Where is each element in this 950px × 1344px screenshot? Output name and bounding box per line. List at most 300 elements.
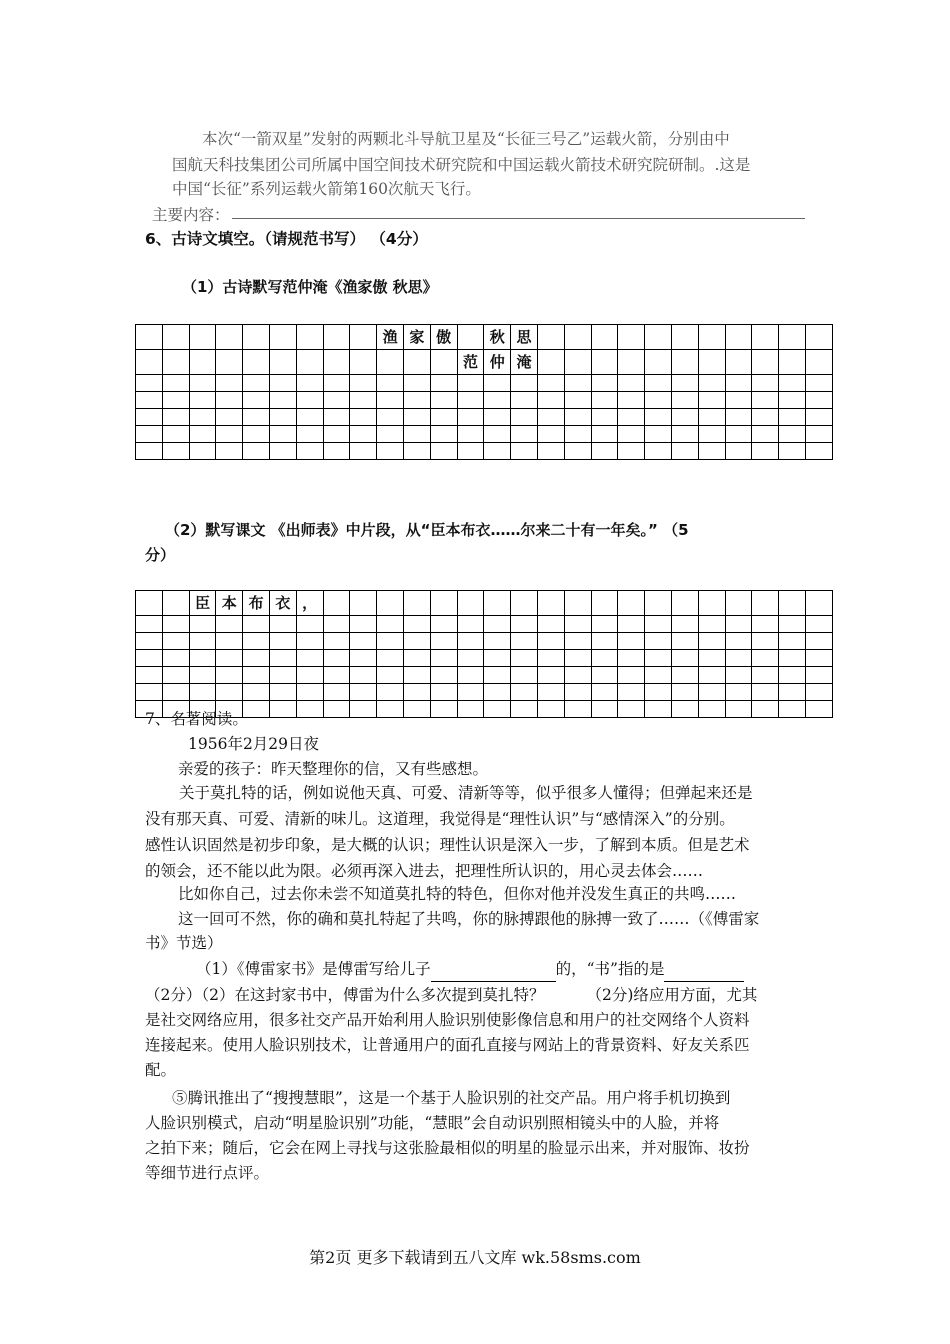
grid-cell[interactable]	[805, 591, 832, 616]
grid-cell[interactable]	[350, 350, 377, 375]
grid-cell[interactable]: 臣	[189, 591, 216, 616]
grid-cell[interactable]	[779, 667, 806, 684]
grid-cell[interactable]	[243, 392, 270, 409]
grid-cell[interactable]	[805, 350, 832, 375]
grid-cell[interactable]	[243, 409, 270, 426]
grid-cell[interactable]	[243, 350, 270, 375]
grid-cell[interactable]	[457, 392, 484, 409]
grid-cell[interactable]	[189, 375, 216, 392]
grid-cell[interactable]	[618, 375, 645, 392]
grid-cell[interactable]	[457, 409, 484, 426]
grid-cell[interactable]	[564, 667, 591, 684]
grid-cell[interactable]	[671, 633, 698, 650]
grid-cell[interactable]	[403, 616, 430, 633]
grid-cell[interactable]	[645, 350, 672, 375]
grid-cell[interactable]	[403, 633, 430, 650]
grid-cell[interactable]	[216, 350, 243, 375]
grid-cell[interactable]	[671, 350, 698, 375]
grid-cell[interactable]	[511, 616, 538, 633]
grid-cell[interactable]: 仲	[484, 350, 511, 375]
grid-cell[interactable]	[698, 443, 725, 460]
grid-cell[interactable]	[591, 350, 618, 375]
grid-cell[interactable]	[457, 633, 484, 650]
grid-cell[interactable]	[645, 667, 672, 684]
grid-cell[interactable]	[189, 650, 216, 667]
grid-cell[interactable]	[779, 375, 806, 392]
grid-cell[interactable]	[618, 616, 645, 633]
grid-cell[interactable]	[698, 633, 725, 650]
grid-cell[interactable]	[216, 633, 243, 650]
grid-cell[interactable]	[591, 409, 618, 426]
grid-cell[interactable]	[698, 350, 725, 375]
grid-cell[interactable]	[162, 633, 189, 650]
grid-cell[interactable]	[537, 667, 564, 684]
grid-cell[interactable]	[511, 426, 538, 443]
grid-cell[interactable]	[350, 667, 377, 684]
grid-cell[interactable]	[484, 633, 511, 650]
grid-cell[interactable]	[377, 650, 404, 667]
grid-cell[interactable]	[296, 392, 323, 409]
grid-cell[interactable]	[645, 325, 672, 350]
grid-cell[interactable]	[323, 650, 350, 667]
grid-cell[interactable]	[698, 616, 725, 633]
grid-cell[interactable]	[511, 684, 538, 701]
grid-cell[interactable]	[189, 409, 216, 426]
grid-cell[interactable]	[511, 443, 538, 460]
grid-cell[interactable]	[162, 350, 189, 375]
grid-cell[interactable]	[537, 633, 564, 650]
grid-cell[interactable]	[136, 443, 163, 460]
grid-cell[interactable]	[537, 650, 564, 667]
grid-cell[interactable]	[403, 426, 430, 443]
grid-cell[interactable]	[591, 616, 618, 633]
grid-cell[interactable]	[350, 325, 377, 350]
grid-cell[interactable]	[805, 325, 832, 350]
grid-cell[interactable]	[805, 616, 832, 633]
grid-cell[interactable]	[484, 409, 511, 426]
grid-cell[interactable]	[457, 684, 484, 701]
grid-cell[interactable]	[350, 443, 377, 460]
grid-cell[interactable]	[430, 616, 457, 633]
grid-cell[interactable]	[591, 325, 618, 350]
grid-cell[interactable]	[618, 650, 645, 667]
grid-cell[interactable]	[671, 375, 698, 392]
grid-cell[interactable]	[350, 650, 377, 667]
grid-cell[interactable]	[323, 443, 350, 460]
grid-cell[interactable]	[403, 667, 430, 684]
grid-cell[interactable]	[269, 350, 296, 375]
grid-cell[interactable]	[323, 325, 350, 350]
grid-cell[interactable]	[136, 426, 163, 443]
grid-cell[interactable]	[136, 591, 163, 616]
grid-cell[interactable]	[752, 443, 779, 460]
grid-cell[interactable]	[618, 350, 645, 375]
grid-cell[interactable]	[162, 684, 189, 701]
grid-cell[interactable]	[511, 591, 538, 616]
grid-cell[interactable]	[591, 667, 618, 684]
grid-cell[interactable]	[136, 409, 163, 426]
grid-cell[interactable]	[698, 591, 725, 616]
grid-cell[interactable]	[484, 650, 511, 667]
grid-cell[interactable]	[403, 375, 430, 392]
grid-cell[interactable]	[296, 443, 323, 460]
grid-cell[interactable]	[752, 350, 779, 375]
grid-cell[interactable]	[537, 392, 564, 409]
grid-cell[interactable]	[377, 443, 404, 460]
grid-cell[interactable]	[216, 443, 243, 460]
grid-cell[interactable]	[671, 443, 698, 460]
grid-cell[interactable]	[323, 350, 350, 375]
grid-cell[interactable]	[618, 392, 645, 409]
grid-cell[interactable]	[779, 684, 806, 701]
grid-cell[interactable]	[752, 650, 779, 667]
grid-cell[interactable]	[457, 591, 484, 616]
grid-cell[interactable]	[805, 633, 832, 650]
grid-cell[interactable]	[645, 591, 672, 616]
grid-cell[interactable]	[296, 426, 323, 443]
grid-cell[interactable]	[216, 409, 243, 426]
grid-cell[interactable]	[752, 426, 779, 443]
grid-cell[interactable]: 本	[216, 591, 243, 616]
grid-cell[interactable]	[698, 375, 725, 392]
grid-cell[interactable]	[645, 392, 672, 409]
grid-cell[interactable]	[725, 633, 752, 650]
grid-cell[interactable]	[216, 616, 243, 633]
grid-cell[interactable]	[243, 667, 270, 684]
grid-cell[interactable]	[350, 591, 377, 616]
grid-cell[interactable]: 衣	[269, 591, 296, 616]
grid-cell[interactable]	[323, 409, 350, 426]
grid-cell[interactable]	[805, 684, 832, 701]
grid-cell[interactable]	[779, 616, 806, 633]
grid-cell[interactable]	[323, 426, 350, 443]
grid-cell[interactable]	[136, 684, 163, 701]
grid-cell[interactable]	[805, 443, 832, 460]
grid-cell[interactable]	[698, 426, 725, 443]
grid-cell[interactable]	[698, 409, 725, 426]
grid-cell[interactable]	[269, 426, 296, 443]
grid-cell[interactable]	[484, 667, 511, 684]
grid-cell[interactable]	[323, 375, 350, 392]
grid-cell[interactable]	[725, 409, 752, 426]
grid-cell[interactable]	[564, 684, 591, 701]
grid-cell[interactable]	[296, 650, 323, 667]
grid-cell[interactable]	[296, 375, 323, 392]
grid-cell[interactable]	[136, 650, 163, 667]
grid-cell[interactable]	[136, 667, 163, 684]
grid-cell[interactable]	[484, 426, 511, 443]
grid-cell[interactable]	[269, 409, 296, 426]
grid-cell[interactable]	[725, 650, 752, 667]
grid-cell[interactable]	[323, 684, 350, 701]
grid-cell[interactable]	[698, 392, 725, 409]
grid-cell[interactable]	[511, 392, 538, 409]
grid-cell[interactable]	[216, 667, 243, 684]
grid-cell[interactable]	[752, 616, 779, 633]
grid-cell[interactable]	[162, 426, 189, 443]
grid-cell[interactable]	[377, 409, 404, 426]
grid-cell[interactable]	[403, 350, 430, 375]
grid-cell[interactable]	[430, 350, 457, 375]
grid-cell[interactable]	[136, 375, 163, 392]
grid-cell[interactable]	[671, 392, 698, 409]
grid-cell[interactable]	[430, 684, 457, 701]
grid-cell[interactable]	[350, 426, 377, 443]
grid-cell[interactable]	[805, 667, 832, 684]
grid-cell[interactable]	[377, 684, 404, 701]
grid-cell[interactable]	[430, 443, 457, 460]
grid-cell[interactable]	[403, 409, 430, 426]
grid-cell[interactable]: 布	[243, 591, 270, 616]
grid-cell[interactable]	[243, 616, 270, 633]
grid-cell[interactable]	[269, 684, 296, 701]
grid-cell[interactable]	[269, 616, 296, 633]
q7-q1-blank-meaning[interactable]	[664, 963, 744, 982]
grid-cell[interactable]	[591, 633, 618, 650]
grid-cell[interactable]	[350, 375, 377, 392]
grid-cell[interactable]	[752, 409, 779, 426]
grid-cell[interactable]	[430, 392, 457, 409]
grid-cell[interactable]	[243, 375, 270, 392]
grid-cell[interactable]	[725, 443, 752, 460]
grid-cell[interactable]	[484, 375, 511, 392]
grid-cell[interactable]	[779, 426, 806, 443]
grid-cell[interactable]	[671, 650, 698, 667]
grid-cell[interactable]	[162, 667, 189, 684]
grid-cell[interactable]	[645, 409, 672, 426]
grid-cell[interactable]	[269, 392, 296, 409]
grid-cell[interactable]	[618, 443, 645, 460]
grid-cell[interactable]	[377, 375, 404, 392]
grid-cell[interactable]	[537, 616, 564, 633]
grid-cell[interactable]	[430, 409, 457, 426]
grid-cell[interactable]	[511, 409, 538, 426]
grid-cell[interactable]	[162, 616, 189, 633]
grid-cell[interactable]	[645, 633, 672, 650]
grid-cell[interactable]: 秋	[484, 325, 511, 350]
grid-cell[interactable]: 范	[457, 350, 484, 375]
grid-cell[interactable]	[537, 443, 564, 460]
grid-cell[interactable]	[618, 667, 645, 684]
grid-cell[interactable]	[243, 325, 270, 350]
grid-cell[interactable]	[591, 684, 618, 701]
grid-cell[interactable]	[457, 426, 484, 443]
grid-cell[interactable]	[323, 392, 350, 409]
grid-cell[interactable]	[243, 650, 270, 667]
grid-cell[interactable]	[671, 684, 698, 701]
grid-cell[interactable]	[752, 633, 779, 650]
grid-cell[interactable]	[189, 616, 216, 633]
grid-cell[interactable]	[216, 426, 243, 443]
grid-cell[interactable]	[189, 426, 216, 443]
grid-cell[interactable]	[216, 375, 243, 392]
grid-cell[interactable]	[752, 375, 779, 392]
grid-cell[interactable]	[564, 350, 591, 375]
grid-cell[interactable]	[805, 650, 832, 667]
grid-cell[interactable]	[430, 633, 457, 650]
grid-cell[interactable]	[805, 409, 832, 426]
grid-cell[interactable]	[698, 684, 725, 701]
grid-cell[interactable]	[243, 633, 270, 650]
grid-cell[interactable]	[457, 650, 484, 667]
grid-cell[interactable]	[296, 633, 323, 650]
grid-cell[interactable]	[752, 667, 779, 684]
grid-cell[interactable]: 傲	[430, 325, 457, 350]
grid-cell[interactable]	[591, 375, 618, 392]
grid-cell[interactable]	[269, 375, 296, 392]
grid-cell[interactable]	[189, 667, 216, 684]
grid-cell[interactable]	[136, 633, 163, 650]
grid-cell[interactable]	[779, 591, 806, 616]
grid-cell[interactable]	[564, 591, 591, 616]
grid-cell[interactable]	[725, 392, 752, 409]
grid-cell[interactable]	[671, 426, 698, 443]
grid-cell[interactable]	[779, 325, 806, 350]
grid-cell[interactable]	[591, 591, 618, 616]
grid-cell[interactable]	[537, 350, 564, 375]
grid-cell[interactable]	[162, 409, 189, 426]
grid-cell[interactable]	[752, 591, 779, 616]
grid-cell[interactable]	[671, 591, 698, 616]
grid-cell[interactable]: ，	[296, 591, 323, 616]
grid-cell[interactable]	[564, 409, 591, 426]
grid-cell[interactable]	[564, 650, 591, 667]
grid-cell[interactable]	[618, 591, 645, 616]
grid-cell[interactable]	[698, 325, 725, 350]
grid-cell[interactable]	[805, 426, 832, 443]
grid-cell[interactable]	[457, 375, 484, 392]
grid-cell[interactable]	[162, 591, 189, 616]
grid-cell[interactable]	[752, 325, 779, 350]
grid-cell[interactable]	[216, 650, 243, 667]
grid-cell[interactable]	[430, 426, 457, 443]
grid-cell[interactable]	[189, 325, 216, 350]
grid-cell[interactable]	[136, 392, 163, 409]
grid-cell[interactable]	[162, 375, 189, 392]
grid-cell[interactable]	[296, 667, 323, 684]
grid-cell[interactable]	[779, 443, 806, 460]
grid-cell[interactable]	[671, 616, 698, 633]
grid-cell[interactable]	[457, 443, 484, 460]
grid-cell[interactable]	[189, 392, 216, 409]
grid-cell[interactable]	[430, 591, 457, 616]
grid-cell[interactable]	[645, 616, 672, 633]
grid-cell[interactable]	[269, 443, 296, 460]
grid-cell[interactable]	[537, 426, 564, 443]
grid-cell[interactable]	[457, 667, 484, 684]
grid-cell[interactable]	[377, 667, 404, 684]
grid-cell[interactable]	[377, 392, 404, 409]
grid-cell[interactable]	[725, 350, 752, 375]
grid-cell[interactable]	[564, 375, 591, 392]
grid-cell[interactable]	[269, 325, 296, 350]
grid-cell[interactable]	[350, 616, 377, 633]
grid-cell[interactable]	[136, 616, 163, 633]
grid-cell[interactable]	[350, 392, 377, 409]
grid-cell[interactable]	[430, 650, 457, 667]
grid-cell[interactable]	[162, 325, 189, 350]
grid-cell[interactable]	[805, 392, 832, 409]
grid-cell[interactable]	[779, 392, 806, 409]
grid-cell[interactable]	[591, 443, 618, 460]
grid-cell[interactable]	[350, 633, 377, 650]
grid-cell[interactable]	[618, 325, 645, 350]
grid-cell[interactable]	[511, 667, 538, 684]
grid-cell[interactable]	[725, 426, 752, 443]
grid-cell[interactable]	[216, 325, 243, 350]
grid-cell[interactable]	[779, 350, 806, 375]
grid-cell[interactable]	[698, 667, 725, 684]
grid-cell[interactable]	[162, 443, 189, 460]
grid-cell[interactable]	[671, 667, 698, 684]
grid-cell[interactable]	[618, 684, 645, 701]
grid-cell[interactable]	[725, 375, 752, 392]
grid-cell[interactable]	[779, 650, 806, 667]
grid-cell[interactable]	[243, 443, 270, 460]
grid-cell[interactable]	[350, 409, 377, 426]
grid-cell[interactable]	[323, 633, 350, 650]
grid-cell[interactable]	[403, 392, 430, 409]
grid-cell[interactable]	[511, 650, 538, 667]
grid-cell[interactable]	[457, 325, 484, 350]
grid-cell[interactable]	[403, 684, 430, 701]
grid-cell[interactable]	[430, 375, 457, 392]
grid-cell[interactable]	[618, 426, 645, 443]
grid-cell[interactable]	[296, 350, 323, 375]
grid-cell[interactable]	[296, 325, 323, 350]
grid-cell[interactable]	[243, 684, 270, 701]
grid-cell[interactable]	[645, 650, 672, 667]
grid-cell[interactable]	[323, 591, 350, 616]
grid-cell[interactable]	[377, 616, 404, 633]
grid-cell[interactable]	[484, 443, 511, 460]
grid-cell[interactable]	[537, 325, 564, 350]
grid-cell[interactable]	[484, 616, 511, 633]
grid-cell[interactable]	[189, 350, 216, 375]
grid-cell[interactable]	[725, 591, 752, 616]
grid-cell[interactable]	[645, 443, 672, 460]
grid-cell[interactable]	[189, 633, 216, 650]
poem-writing-grid[interactable]	[135, 324, 833, 460]
grid-cell[interactable]	[752, 684, 779, 701]
grid-cell[interactable]	[484, 684, 511, 701]
grid-cell[interactable]	[537, 409, 564, 426]
grid-cell[interactable]	[511, 633, 538, 650]
grid-cell[interactable]	[377, 633, 404, 650]
grid-cell[interactable]	[269, 633, 296, 650]
grid-cell[interactable]	[805, 375, 832, 392]
grid-cell[interactable]	[457, 616, 484, 633]
grid-cell[interactable]	[243, 426, 270, 443]
grid-cell[interactable]	[269, 650, 296, 667]
grid-cell[interactable]	[484, 591, 511, 616]
grid-cell[interactable]: 渔	[377, 325, 404, 350]
grid-cell[interactable]	[645, 684, 672, 701]
grid-cell[interactable]	[136, 350, 163, 375]
grid-cell[interactable]	[537, 591, 564, 616]
grid-cell[interactable]	[671, 409, 698, 426]
grid-cell[interactable]	[671, 325, 698, 350]
grid-cell[interactable]	[216, 684, 243, 701]
grid-cell[interactable]	[269, 667, 296, 684]
grid-cell[interactable]	[484, 392, 511, 409]
grid-cell[interactable]	[296, 616, 323, 633]
grid-cell[interactable]	[323, 667, 350, 684]
grid-cell[interactable]	[618, 409, 645, 426]
grid-cell[interactable]	[779, 409, 806, 426]
grid-cell[interactable]	[645, 375, 672, 392]
main-content-answer-line[interactable]	[232, 218, 805, 219]
